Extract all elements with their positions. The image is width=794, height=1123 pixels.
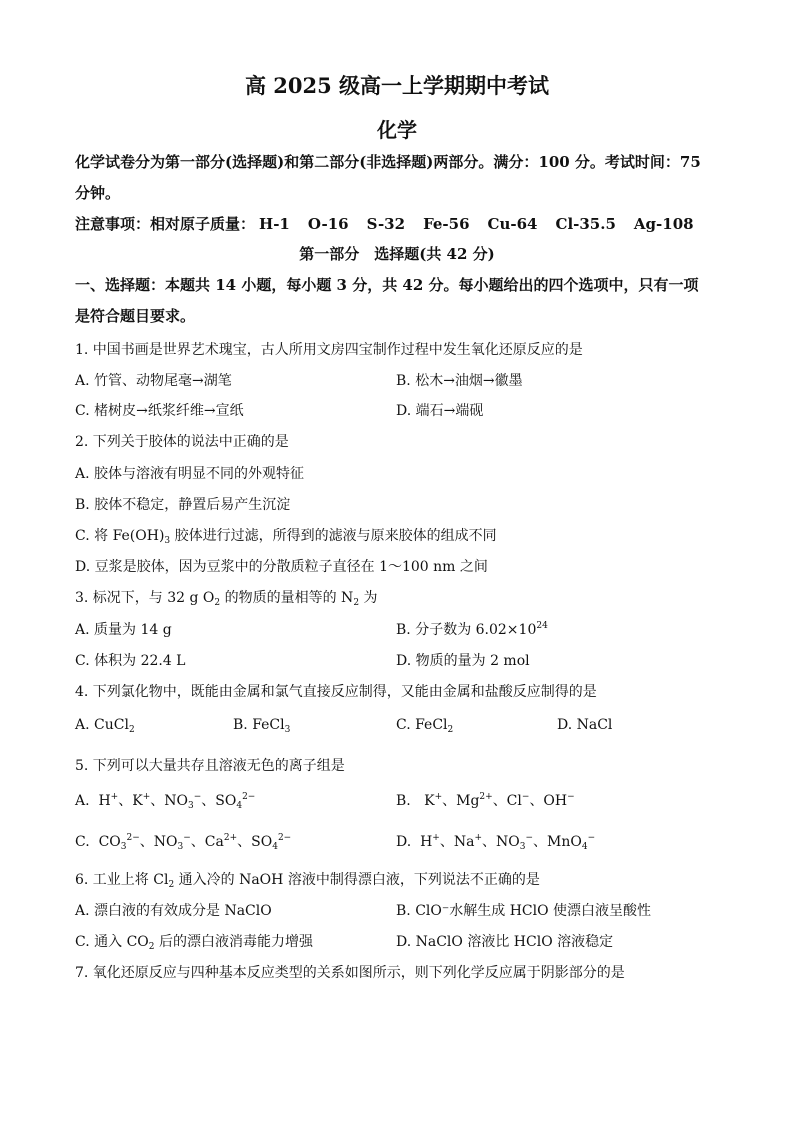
question-3-stem xyxy=(75,587,378,608)
q2-option-d: D. 豆浆是胶体，因为豆浆中的分散质粒子直径在 1～100 nm 之间 xyxy=(75,559,488,575)
q4-option-b xyxy=(233,717,290,735)
atomic-mass: H-1 xyxy=(259,215,290,233)
subscript: 2 xyxy=(214,598,221,608)
text: 6. 工业上将 Cl xyxy=(75,872,169,888)
q3-option-c: C. 体积为 22.4 L xyxy=(75,653,186,669)
q6-option-c xyxy=(75,931,313,952)
text: C. FeCl xyxy=(396,717,448,733)
atomic-mass: S-32 xyxy=(366,215,406,233)
atomic-mass: Cu-64 xyxy=(487,215,538,233)
option-label: B. xyxy=(396,793,411,809)
subscript: 2 xyxy=(148,942,155,952)
q5-option-c: C. $CO_3^{2-}$、$NO_3^-$、$Ca^{2+}$、$SO_4^{2-}$ xyxy=(75,833,292,852)
text: 后的漂白液消毒能力增强 xyxy=(154,934,313,950)
atomic-mass: Fe-56 xyxy=(423,215,470,233)
question-7-stem: 7. 氧化还原反应与四种基本反应类型的关系如图所示，则下列化学反应属于阴影部分的是 xyxy=(75,965,625,981)
question-6-stem xyxy=(75,869,540,890)
q1-option-c: C. 楮树皮→纸浆纤维→宣纸 xyxy=(75,403,244,419)
q2-option-c xyxy=(75,525,497,546)
text: B. 分子数为 6.02×10 xyxy=(396,622,537,638)
q6-option-b: B. ClO⁻水解生成 HClO 使漂白液呈酸性 xyxy=(396,903,652,919)
q6-option-d: D. NaClO 溶液比 HClO 溶液稳定 xyxy=(396,934,614,950)
text: 3. 标况下，与 32 g O xyxy=(75,590,215,606)
notice-line xyxy=(75,213,712,234)
option-label: C. xyxy=(75,834,90,850)
subscript: 3 xyxy=(284,725,291,735)
q2-option-b: B. 胶体不稳定，静置后易产生沉淀 xyxy=(75,497,291,513)
section-line-1: 一、选择题：本题共 14 小题，每小题 3 分，共 42 分。每小题给出的四个选项中，只有一项 xyxy=(75,276,699,294)
text: A. CuCl xyxy=(75,717,129,733)
subscript: 2 xyxy=(168,880,175,890)
subscript: 2 xyxy=(447,725,454,735)
q1-option-b: B. 松木→油烟→徽墨 xyxy=(396,373,523,389)
question-5-stem: 5. 下列可以大量共存且溶液无色的离子组是 xyxy=(75,758,345,774)
text: C. 通入 CO xyxy=(75,934,149,950)
exam-title: 高 2025 级高一上学期期中考试 xyxy=(244,73,550,98)
subject-title: 化学 xyxy=(377,118,417,142)
question-2-stem: 2. 下列关于胶体的说法中正确的是 xyxy=(75,434,289,450)
text: 为 xyxy=(359,590,378,606)
text: 的物质的量相等的 N xyxy=(220,590,354,606)
atomic-mass: Cl-35.5 xyxy=(555,215,616,233)
subscript: 3 xyxy=(164,536,171,546)
q1-option-d: D. 端石→端砚 xyxy=(396,403,484,419)
q1-option-a: A. 竹管、动物尾毫→湖笔 xyxy=(75,373,232,389)
subscript: 2 xyxy=(353,598,360,608)
subscript: 2 xyxy=(128,725,135,735)
part-heading: 第一部分 选择题(共 42 分) xyxy=(299,245,495,263)
q3-option-a: A. 质量为 14 g xyxy=(75,622,172,638)
question-1-stem: 1. 中国书画是世界艺术瑰宝，古人所用文房四宝制作过程中发生氧化还原反应的是 xyxy=(75,342,583,358)
atomic-mass: Ag-108 xyxy=(633,215,694,233)
text: C. 将 Fe(OH) xyxy=(75,528,165,544)
option-label: A. xyxy=(75,793,90,809)
q6-option-a: A. 漂白液的有效成分是 NaClO xyxy=(75,903,272,919)
superscript: 24 xyxy=(536,621,548,631)
q3-option-b xyxy=(396,619,548,639)
q5-option-b: B. K+、$Mg^{2+}$、Cl−、OH− xyxy=(396,792,575,809)
intro-line-2: 分钟。 xyxy=(75,184,121,202)
option-label: D. xyxy=(396,834,412,850)
q4-option-c xyxy=(396,717,453,735)
q2-option-a: A. 胶体与溶液有明显不同的外观特征 xyxy=(75,466,305,482)
q4-option-d: D. NaCl xyxy=(557,717,613,733)
q3-option-d: D. 物质的量为 2 mol xyxy=(396,653,530,669)
atomic-mass: O-16 xyxy=(307,215,349,233)
q4-option-a xyxy=(75,717,135,735)
q5-option-d: D. H+、Na+、$NO_3^-$、MnO$_4$− xyxy=(396,833,596,852)
text: 胶体进行过滤，所得到的滤液与原来胶体的组成不同 xyxy=(170,528,497,544)
text: 通入冷的 NaOH 溶液中制得漂白液，下列说法不正确的是 xyxy=(174,872,540,888)
text: B. FeCl xyxy=(233,717,285,733)
section-line-2: 是符合题目要求。 xyxy=(75,307,196,325)
intro-line-1: 化学试卷分为第一部分(选择题)和第二部分(非选择题)两部分。满分：100 分。考试时间：75 xyxy=(75,153,701,171)
q5-option-a: A. H+、K+、$NO_3^-$、$SO_4^{2-}$ xyxy=(75,792,256,811)
notice-label: 注意事项：相对原子质量： xyxy=(75,215,256,233)
question-4-stem: 4. 下列氯化物中，既能由金属和氯气直接反应制得，又能由金属和盐酸反应制得的是 xyxy=(75,684,597,700)
